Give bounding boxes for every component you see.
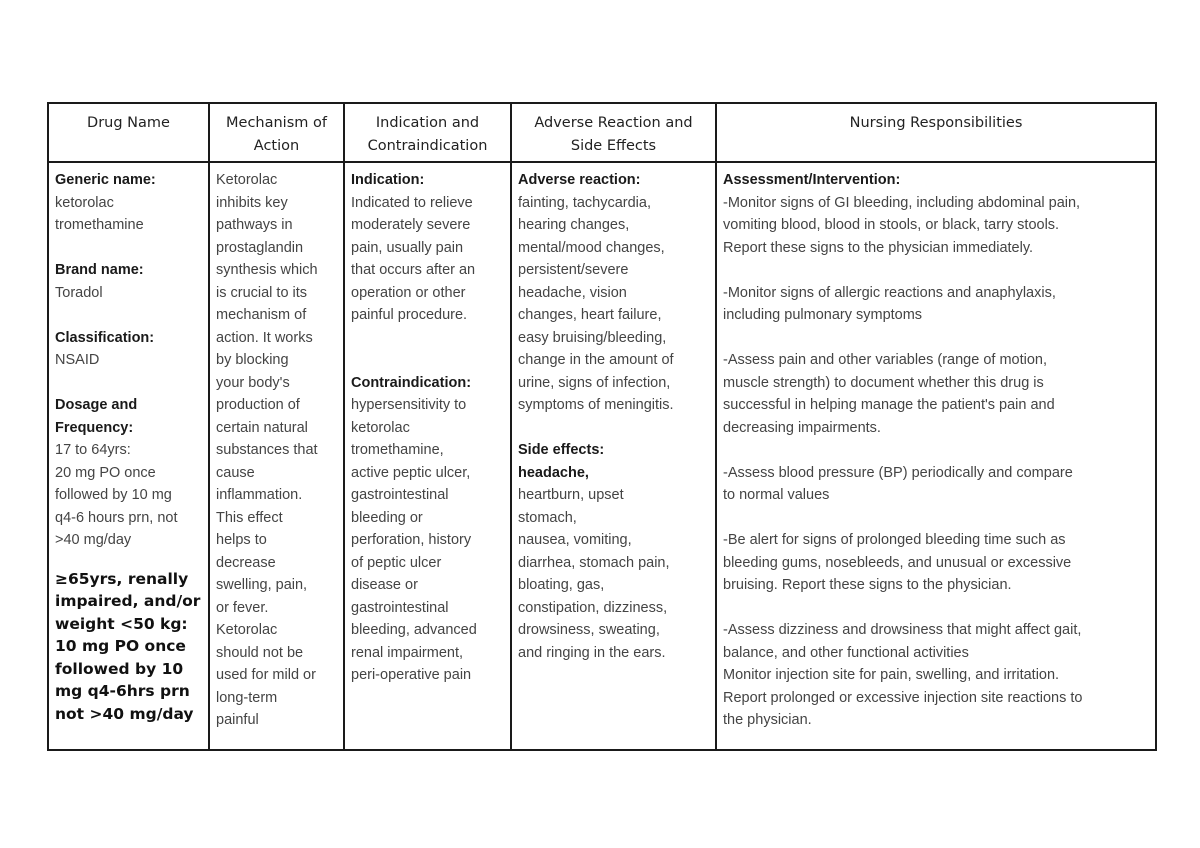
drug-name-cell xyxy=(48,162,209,750)
dosage-special-population: ≥65yrs, renally impaired, and/or weight <50 kg: 10 mg PO once followed by 10 mg q4-6hrs prn not >40 mg/day xyxy=(55,569,201,723)
nursing-item: -Assess dizziness and drowsiness that might affect gait, balance, and other functional activities Monitor injection site for pain, swelling, and irritation. Report prolonged or excessive injection site reactions to the physician. xyxy=(723,622,1083,728)
brand-name-value: Toradol xyxy=(55,284,103,301)
contraindication-label: Contraindication: xyxy=(351,374,472,391)
header-nursing: Nursing Responsibilities xyxy=(716,103,1156,162)
adverse-reaction-text: fainting, tachycardia, hearing changes, mental/mood changes, persistent/severe headache, vision changes, heart failure, easy bruising/bleeding, change in the amount of urine, signs of infection, symptoms of meningitis. xyxy=(518,194,674,413)
dosage-value: 17 to 64yrs: 20 mg PO once followed by 10 mg q4-6 hours prn, not >40 mg/day xyxy=(55,442,178,548)
brand-name-label: Brand name: xyxy=(55,262,144,278)
header-adverse: Adverse Reaction and Side Effects xyxy=(511,103,716,162)
indication-label: Indication: xyxy=(351,172,425,188)
contraindication-text: hypersensitivity to ketorolac tromethamine, active peptic ulcer, gastrointestinal bleeding or perforation, history of peptic ulcer disease or gastrointestinal bleeding, advanced renal impairment, peri-operative pain xyxy=(351,397,477,683)
header-row xyxy=(48,103,1156,162)
content-row xyxy=(48,162,1156,750)
nursing-cell xyxy=(716,162,1156,750)
adverse-reaction-label: Adverse reaction: xyxy=(518,172,641,188)
nursing-item: -Be alert for signs of prolonged bleeding time such as bleeding gums, nosebleeds, and unusual or excessive bruising. Report these signs to the physician. xyxy=(723,532,1072,593)
side-effects-label: Side effects: xyxy=(518,442,605,458)
adverse-cell xyxy=(511,162,716,750)
nursing-item: -Monitor signs of GI bleeding, including abdominal pain, vomiting blood, blood in stools, or black, tarry stools. Report these signs to the physician immediately. xyxy=(723,194,1081,256)
drug-study-table xyxy=(47,102,1157,751)
dosage-label: Dosage and Frequency: xyxy=(55,397,138,436)
header-drug-name: Drug Name xyxy=(48,103,209,162)
assessment-label: Assessment/Intervention: xyxy=(723,172,901,188)
classification-label: Classification: xyxy=(55,329,155,346)
generic-name-value: ketorolac tromethamine xyxy=(55,194,144,233)
generic-name-label: Generic name: xyxy=(55,172,156,188)
header-indication: Indication and Contraindication xyxy=(344,103,511,162)
nursing-item: -Monitor signs of allergic reactions and anaphylaxis, including pulmonary symptoms xyxy=(723,284,1056,323)
nursing-item: -Assess pain and other variables (range of motion, muscle strength) to document whether this drug is successful in helping manage the patient's pain and decreasing impairments. xyxy=(723,352,1055,436)
side-effects-headache: headache, xyxy=(518,464,589,481)
nursing-item: -Assess blood pressure (BP) periodically and compare to normal values xyxy=(723,464,1073,503)
mechanism-text: Ketorolac inhibits key pathways in prostaglandin synthesis which is crucial to its mechanism of action. It works by blocking your body's production of certain natural substances that cause inflammation. This effect helps to decrease swelling, pain, or fever. Ketorolac should not be used for mild or long-term painful xyxy=(216,172,318,728)
header-mechanism: Mechanism of Action xyxy=(209,103,344,162)
classification-value: NSAID xyxy=(55,352,100,368)
mechanism-cell xyxy=(209,162,344,750)
indication-text: Indicated to relieve moderately severe pain, usually pain that occurs after an operation or other painful procedure. xyxy=(351,194,476,323)
indication-cell xyxy=(344,162,511,750)
side-effects-text: heartburn, upset stomach, nausea, vomiting, diarrhea, stomach pain, bloating, gas, constipation, dizziness, drowsiness, sweating, and ringing in the ears. xyxy=(518,487,670,661)
